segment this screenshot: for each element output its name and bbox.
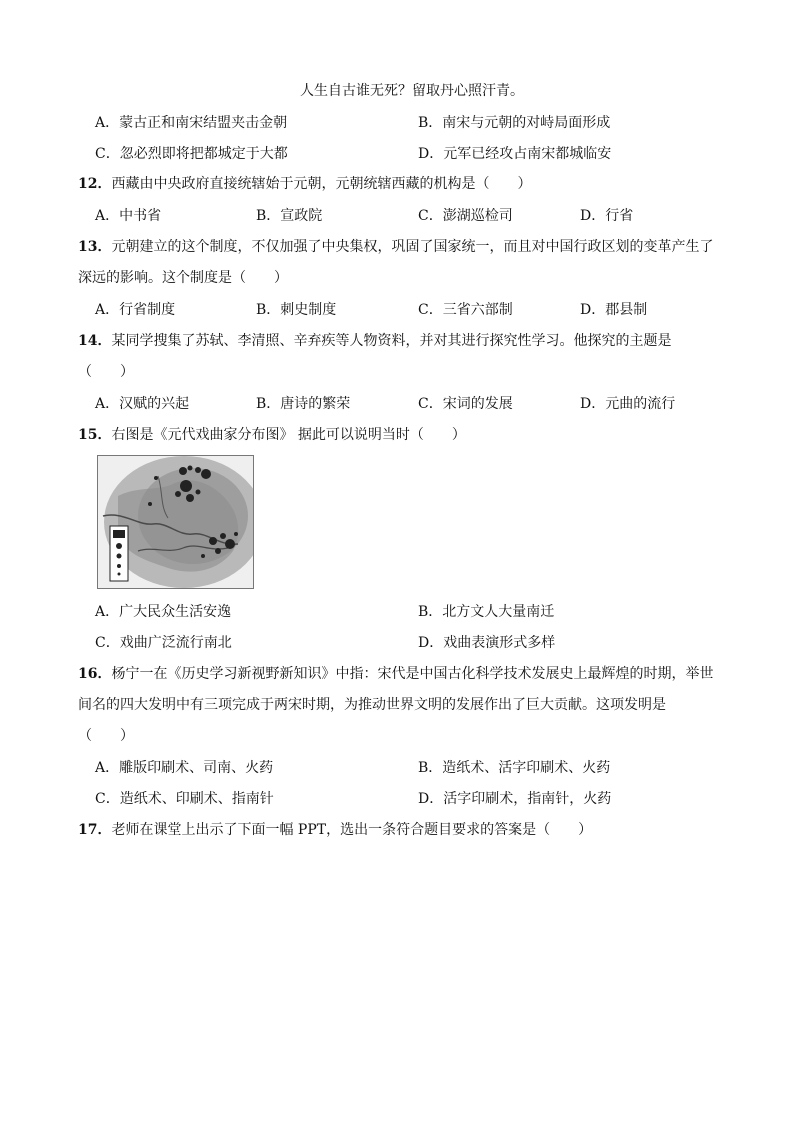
q12-stem-line: [78, 174, 531, 194]
q13-number: 13．: [78, 239, 112, 255]
q12-option-b: B．宣政院: [256, 208, 323, 224]
yuan-dramatist-map-image: [97, 455, 254, 589]
q13-stem-1: 元朝建立的这个制度，不仅加强了中央集权，巩固了国家统一，而且对中国行政区划的变革产生了: [111, 239, 714, 255]
q16-number: 16．: [78, 666, 112, 682]
q14-stem-1: 某同学搜集了苏轼、李清照、辛弃疾等人物资料，并对其进行探究性学习。他探究的主题是: [111, 333, 672, 349]
q14-number: 14．: [78, 333, 112, 349]
q17-stem: 老师在课堂上出示了下面一幅 PPT，选出一条符合题目要求的答案是（ ）: [111, 822, 593, 838]
q12-option-a: A．中书省: [95, 208, 162, 224]
q14-stem-2: （ ）: [78, 364, 134, 380]
q17-stem-line: [78, 820, 592, 840]
q15-option-d: D．戏曲表演形式多样: [418, 635, 556, 651]
q15-option-a: A．广大民众生活安逸: [95, 604, 232, 620]
q13-option-a: A．行省制度: [95, 302, 176, 318]
q13-stem-line-1: [78, 237, 713, 257]
q16-option-c: C．造纸术、印刷术、指南针: [95, 791, 274, 807]
q14-option-d: D．元曲的流行: [580, 396, 676, 412]
q12-number: 12．: [78, 176, 112, 192]
q16-option-a: A．雕版印刷术、司南、火药: [95, 760, 274, 776]
q12-option-d: D．行省: [580, 208, 634, 224]
q15-option-c: C．戏曲广泛流行南北: [95, 635, 232, 651]
q17-number: 17．: [78, 822, 112, 838]
q13-stem-2: 深远的影响。这个制度是（ ）: [78, 270, 288, 286]
q16-stem-2: 间名的四大发明中有三项完成于两宋时期，为推动世界文明的发展作出了巨大贡献。这项发明是: [78, 697, 666, 713]
q11-option-d: D．元军已经攻占南宋都城临安: [418, 146, 612, 162]
q13-option-d: D．郡县制: [580, 302, 648, 318]
q14-option-b: B．唐诗的繁荣: [256, 396, 351, 412]
q11-option-c: C．忽必烈即将把都城定于大都: [95, 146, 288, 162]
q14-option-a: A．汉赋的兴起: [95, 396, 190, 412]
q11-option-b: B．南宋与元朝的对峙局面形成: [418, 115, 611, 131]
map-drawing: [98, 456, 253, 588]
q16-option-b: B．造纸术、活字印刷术、火药: [418, 760, 611, 776]
q14-option-c: C．宋词的发展: [418, 396, 513, 412]
q11-option-a: A．蒙古正和南宋结盟夹击金朝: [95, 115, 288, 131]
q16-stem-1: 杨宁一在《历史学习新视野新知识》中指：宋代是中国古化科学技术发展史上最辉煌的时期，举世: [111, 666, 714, 682]
q13-option-c: C．三省六部制: [418, 302, 513, 318]
q13-option-b: B．刺史制度: [256, 302, 337, 318]
q12-stem: 西藏由中央政府直接统辖始于元朝，元朝统辖西藏的机构是（ ）: [111, 176, 532, 192]
q15-option-b: B．北方文人大量南迁: [418, 604, 555, 620]
q16-option-d: D．活字印刷术，指南针，火药: [418, 791, 612, 807]
q15-number: 15．: [78, 427, 112, 443]
q16-stem-3: （ ）: [78, 728, 134, 744]
q15-stem: 右图是《元代戏曲家分布图》 据此可以说明当时（ ）: [111, 427, 466, 443]
q15-stem-line: [78, 425, 466, 445]
q16-stem-line-1: [78, 664, 713, 684]
q14-stem-line-1: [78, 331, 671, 351]
poem-line: 人生自古谁无死？留取丹心照汗青。: [300, 83, 524, 99]
q12-option-c: C．澎湖巡检司: [418, 208, 513, 224]
